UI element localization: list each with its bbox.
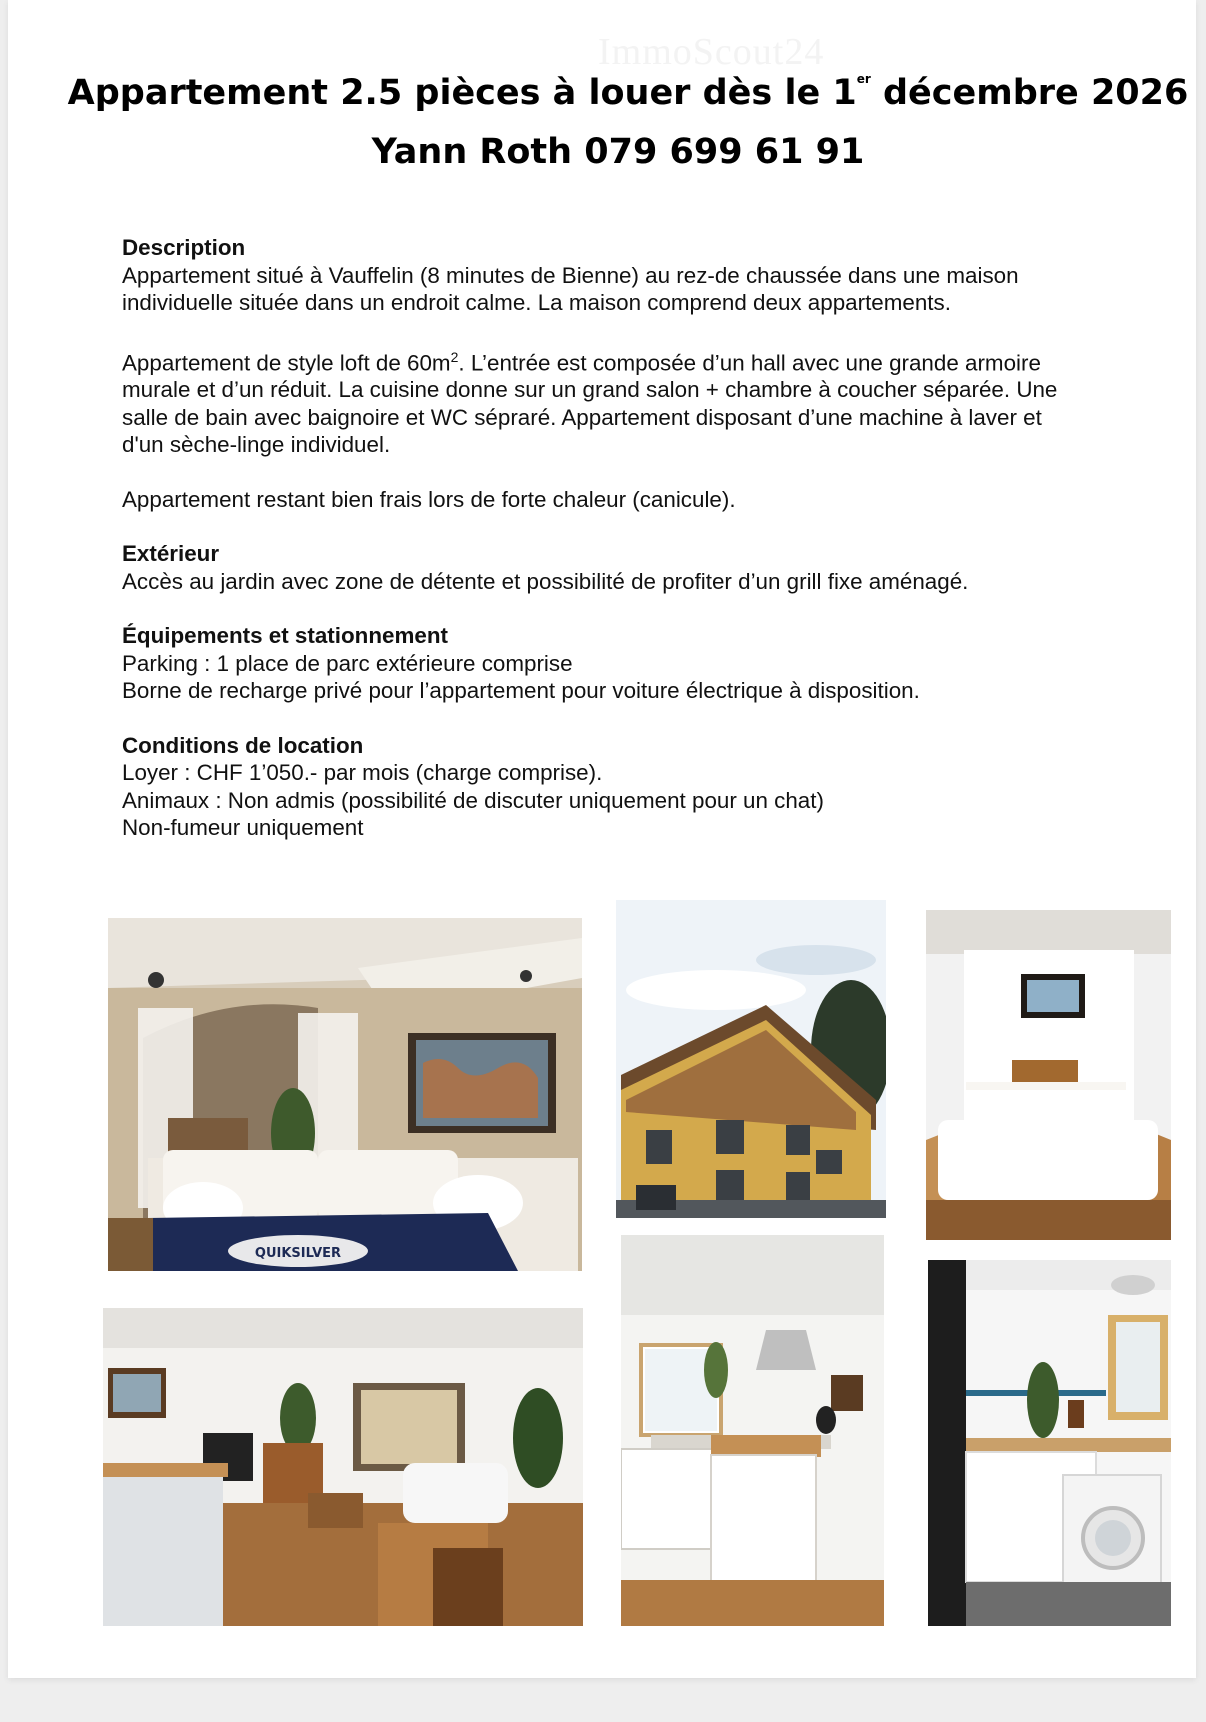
listing-body (122, 234, 1082, 842)
document-page (8, 0, 1196, 1678)
photo-kitchen (621, 1235, 884, 1626)
photo-bathroom (928, 1260, 1171, 1626)
sofa-throw-text: QUIKSILVER (254, 1246, 342, 1261)
paragraph-2-before: Appartement de style loft de 60m (122, 349, 451, 375)
exterior-text: Accès au jardin avec zone de détente et possibilité de profiter d’un grill fixe aménagé. (122, 568, 969, 594)
equipment-heading: Équipements et stationnement (122, 623, 448, 649)
photo-bedroom (926, 910, 1171, 1240)
conditions-line-3: Non-fumeur uniquement (122, 815, 364, 841)
title-superscript: er (856, 72, 871, 86)
description-paragraph-1: Appartement situé à Vauffelin (8 minutes de Bienne) au rez-de chaussée dans une maison individuelle située dans un endroit calme. La maison comprend deux appartements. (122, 262, 1019, 315)
photo-living-room-dining (103, 1308, 583, 1626)
equipment-line-2: Borne de recharge privé pour l’appartement pour voiture électrique à disposition. (122, 678, 920, 704)
contact-line: Yann Roth 079 699 61 91 (371, 132, 865, 172)
conditions-heading: Conditions de location (122, 732, 364, 758)
paragraph-2-superscript: 2 (450, 348, 459, 365)
title-prefix: Appartement 2.5 pièces à louer dès le 1 (67, 73, 857, 113)
exterior-heading: Extérieur (122, 541, 220, 567)
watermark-logo: ImmoScout24 (598, 31, 825, 73)
description-heading: Description (122, 235, 246, 260)
listing-title (8, 72, 1206, 113)
conditions-line-1: Loyer : CHF 1’050.- par mois (charge comprise). (122, 760, 603, 786)
photo-house-exterior (616, 900, 886, 1218)
photo-living-room-sofa (108, 918, 582, 1271)
equipment-line-1: Parking : 1 place de parc extérieure comprise (122, 650, 573, 676)
description-paragraph-3: Appartement restant bien frais lors de forte chaleur (canicule). (122, 486, 736, 512)
paragraph-2-after: . L’entrée est composée d’un hall avec une grande armoire murale et d’un réduit. La cuisine donne sur un grand salon + chambre à coucher séparée. Une salle de bain avec baignoire et WC sépraré. Appartement disposant d’une machine à laver et d'un sèche-linge individuel. (122, 349, 1058, 458)
conditions-line-2: Animaux : Non admis (possibilité de discuter uniquement pour un chat) (122, 787, 824, 813)
title-suffix: décembre 2026 (870, 73, 1189, 113)
description-paragraph-2 (122, 344, 1082, 459)
